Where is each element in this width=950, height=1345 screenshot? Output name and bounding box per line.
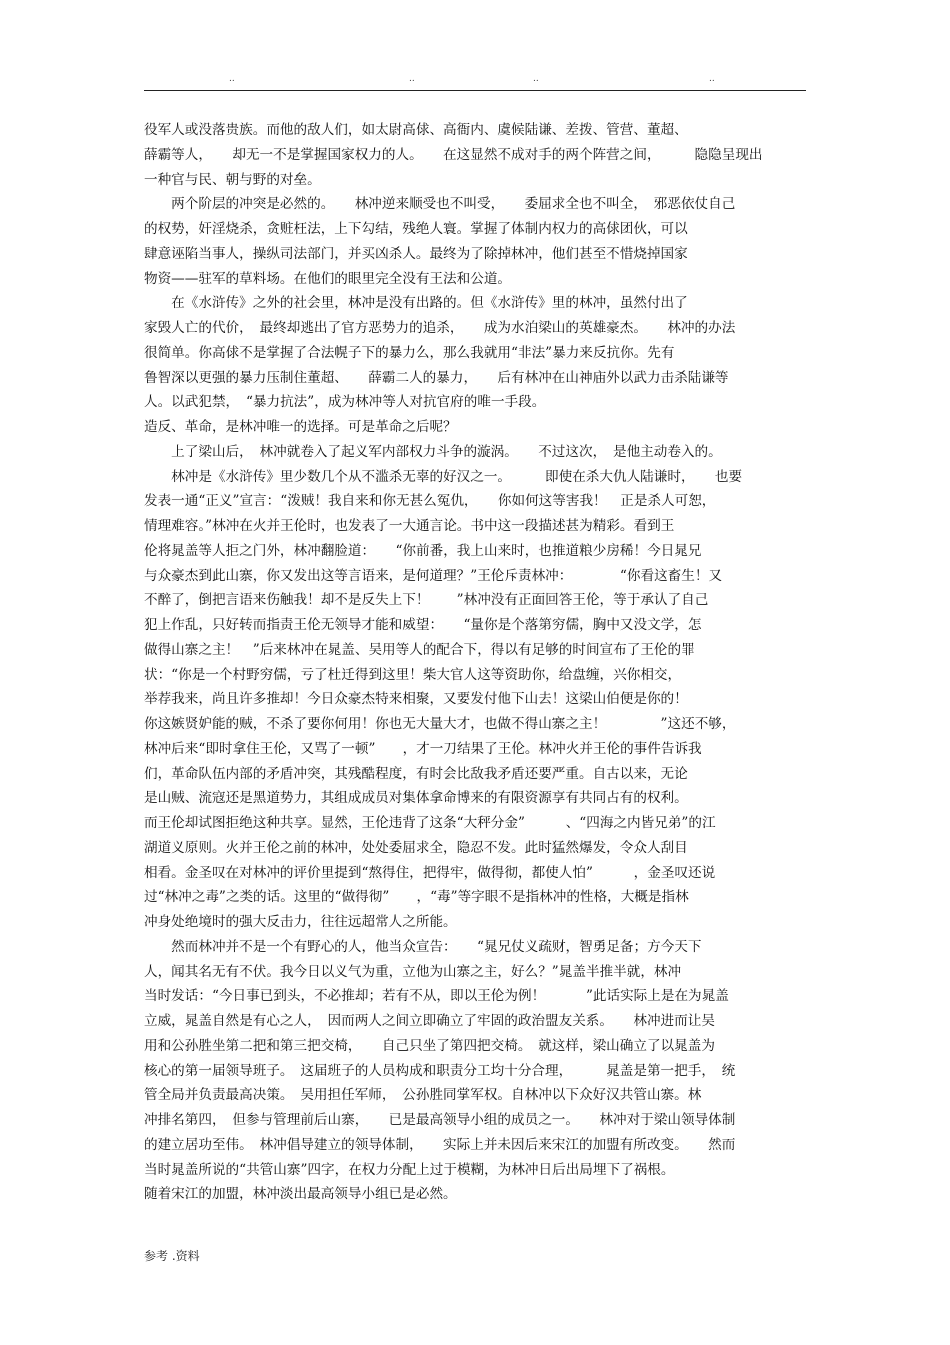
text-line: 核心的第一届领导班子。 这届班子的人员构成和职责分工均十分合理， 晁盖是第一把手， 统 [144,1062,736,1079]
text-line: 犯上作乱，只好转而指责王伦无领导才能和威望： “量你是个落第穷儒，胸中又没文学，怎 [144,617,702,633]
text-line: 你这嫉贤妒能的贼，不杀了要你何用！你也无大量大才，也做不得山寨之主！ ”这还不够， [144,716,736,732]
header-dot-1: .. [229,74,235,84]
text-line: 湖道义原则。火并王伦之前的林冲，处处委屈求全，隐忍不发。此时猛然爆发，令众人刮目 [144,839,688,856]
text-line: 是山贼、流寇还是黑道势力，其组成成员对集体拿命博来的有限资源享有共同占有的权利。 [144,790,688,807]
text-line: 与众豪杰到此山寨，你又发出这等言语来，是何道理？”王伦斥责林冲： “你看这畜生！又 [144,567,723,584]
text-line: 管全局并负责最高决策。 吴用担任军师， 公孙胜同掌军权。自林冲以下众好汉共管山寨。林 [144,1087,702,1104]
text-line: 两个阶层的冲突是必然的。 林冲逆来顺受也不叫受， 委屈求全也不叫全， 邪恶依仗自己 [144,196,736,213]
text-line: 当时发话：“今日事已到头，不必推却；若有不从，即以王伦为例！ ”此话实际上是在为晁盖 [144,988,729,1005]
text-line: 造反、革命，是林冲唯一的选择。可是革命之后呢？ [144,419,457,435]
text-line: 家毁人亡的代价， 最终却逃出了官方恶势力的追杀， 成为水泊梁山的英雄豪杰。 林冲的办法 [144,320,736,336]
text-line: 冲身处绝境时的强大反击力，往往远超常人之所能。 [144,914,457,930]
text-line: 们，革命队伍内部的矛盾冲突，其残酷程度，有时会比敌我矛盾还要严重。自古以来，无论 [144,765,688,782]
text-line: 人，闻其名无有不伏。我今日以义气为重，立他为山寨之主，好么？”晁盖半推半就，林冲 [144,963,682,980]
page-header-dots [0,74,950,88]
text-line: 物资——驻军的草料场。在他们的眼里完全没有王法和公道。 [144,270,512,287]
text-line: 而王伦却试图拒绝这种共享。显然，王伦违背了这条“大秤分金” 、“四海之内皆兄弟”的江 [144,815,716,831]
text-line: 状：“你是一个村野穷儒，亏了杜迁得到这里！柴大官人这等资助你，给盘缠，兴你相交， [144,666,682,683]
document-body [144,118,809,1207]
header-dot-4: .. [709,74,715,84]
text-line: 相看。金圣叹在对林冲的评价里提到“熬得住，把得牢，做得彻，都使人怕” ，金圣叹还说 [144,864,716,881]
text-line: 然而林冲并不是一个有野心的人，他当众宣告： “晁兄仗义疏财，智勇足备；方今天下 [144,938,702,955]
header-dot-3: .. [533,74,539,84]
text-line: 的权势，奸淫烧杀，贪赃枉法，上下勾结，残绝人寰。掌握了体制内权力的高俅团伙，可以 [144,221,688,237]
text-line: 做得山寨之主！ ”后来林冲在晁盖、吴用等人的配合下，得以有足够的时间宣布了王伦的罪 [144,641,695,658]
header-rule [144,90,806,91]
text-line: 肆意诬陷当事人，操纵司法部门，并买凶杀人。最终为了除掉林冲，他们甚至不惜烧掉国家 [144,245,688,262]
text-line: 冲排名第四， 但参与管理前后山寨， 已是最高领导小组的成员之一。 林冲对于梁山领导体制 [144,1112,736,1128]
text-line: 的建立居功至伟。 林冲倡导建立的领导体制， 实际上并未因后来宋江的加盟有所改变。 然而 [144,1136,736,1153]
text-line: 役军人或没落贵族。而他的敌人们，如太尉高俅、高衙内、虞候陆谦、差拨、管营、董超、 [144,122,688,138]
text-line: 在《水浒传》之外的社会里，林冲是没有出路的。但《水浒传》里的林冲，虽然付出了 [144,295,688,312]
text-line: 立威，晁盖自然是有心之人， 因而两人之间立即确立了牢固的政治盟友关系。 林冲进而让吴 [144,1013,715,1029]
text-line: 一种官与民、朝与野的对垒。 [144,171,321,188]
text-line: 随着宋江的加盟，林冲淡出最高领导小组已是必然。 [144,1186,457,1203]
text-line: 伦将晁盖等人拒之门外，林冲翻脸道： “你前番，我上山来时，也推道粮少房稀！今日晁兄 [144,542,702,559]
text-line: 很简单。你高俅不是掌握了合法幌子下的暴力么，那么我就用“非法”暴力来反抗你。先有 [144,344,675,361]
text-line: 不醉了，倒把言语来伤触我！却不是反失上下！ ”林冲没有正面回答王伦，等于承认了自己 [144,592,709,609]
text-line: 薛霸等人， 却无一不是掌握国家权力的人。 在这显然不成对手的两个阵营之间， 隐隐呈现出 [144,146,763,163]
page-footer: 参考 .资料 [144,1249,200,1263]
text-line: 林冲后来“即时拿住王伦，又骂了一顿” ，才一刀结果了王伦。林冲火并王伦的事件告诉我 [144,740,702,757]
header-dot-2: .. [409,74,415,84]
text-line: 上了梁山后， 林冲就卷入了起义军内部权力斗争的漩涡。 不过这次， 是他主动卷入的。 [144,443,722,460]
text-line: 用和公孙胜坐第二把和第三把交椅， 自己只坐了第四把交椅。 就这样，梁山确立了以晁盖为 [144,1037,715,1054]
text-line: 林冲是《水浒传》里少数几个从不滥杀无辜的好汉之一。 即使在杀大仇人陆谦时， 也要 [144,468,743,485]
text-line: 当时晁盖所说的“共管山寨”四字，在权力分配上过于模糊，为林冲日后出局埋下了祸根。 [144,1161,675,1178]
text-line: 鲁智深以更强的暴力压制住董超、 薛霸二人的暴力， 后有林冲在山神庙外以武力击杀陆谦等 [144,369,729,386]
text-line: 人。以武犯禁， “暴力抗法”，成为林冲等人对抗官府的唯一手段。 [144,394,546,411]
text-line: 过“林冲之毒”之类的话。这里的“做得彻” ，“毒”等字眼不是指林冲的性格，大概是指林 [144,889,689,906]
text-line: 举荐我来，尚且许多推却！今日众豪杰特来相聚，又要发付他下山去！这梁山伯便是你的！ [144,691,688,708]
text-line: 情理难容。”林冲在火并王伦时，也发表了一大通言论。书中这一段描述甚为精彩。看到王 [144,518,675,534]
text-line: 发表一通“正义”宣言：“泼贼！我自来和你无甚么冤仇， 你如何这等害我！ 正是杀人可恕， [144,493,716,510]
